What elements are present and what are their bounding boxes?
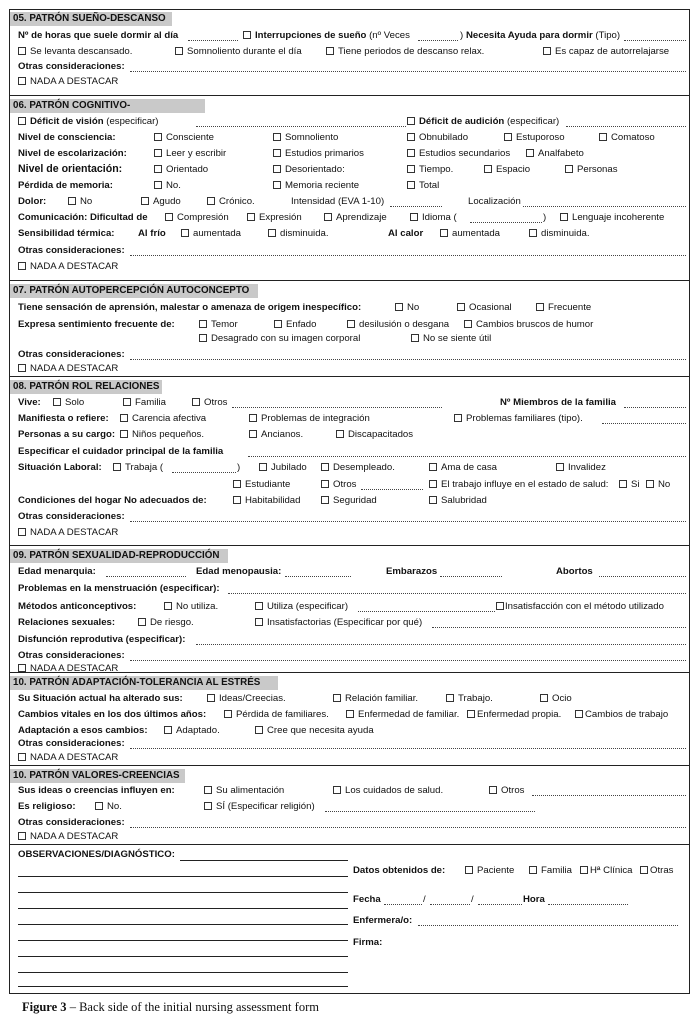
heat-label: Al calor bbox=[388, 228, 424, 239]
employment-label: Situación Laboral: bbox=[18, 462, 102, 473]
student-checkbox[interactable] bbox=[233, 480, 241, 488]
frequent-checkbox[interactable] bbox=[536, 303, 544, 311]
disillusion-label: desilusión o desgana bbox=[359, 319, 450, 330]
body-image-checkbox[interactable] bbox=[199, 334, 207, 342]
oriented-checkbox[interactable] bbox=[154, 165, 162, 173]
health-care-checkbox[interactable] bbox=[333, 786, 341, 794]
security-checkbox[interactable] bbox=[321, 496, 329, 504]
apprehension-label: Tiene sensación de aprensión, malestar o amenaza de origem inespecífico: bbox=[18, 302, 362, 313]
method-dissatisfaction-label: Insatisfacción con el método utilizado bbox=[505, 601, 664, 612]
sexual-relations-label: Relaciones sexuales: bbox=[18, 617, 116, 628]
section-observations: OBSERVACIONES/DIAGNÓSTICO: Datos obtenidos de: Paciente Familia Hª Clínica Otras Fecha / / Hora Enfermera/o: Firma: bbox=[10, 846, 689, 993]
nothing-checkbox[interactable] bbox=[18, 832, 26, 840]
home-label: Condiciones del hogar No adecuados de: bbox=[18, 495, 207, 506]
acute-checkbox[interactable] bbox=[141, 197, 149, 205]
habitability-checkbox[interactable] bbox=[233, 496, 241, 504]
members-label: Nº Miembros de la familia bbox=[500, 397, 616, 408]
family-checkbox[interactable] bbox=[123, 398, 131, 406]
anger-label: Enfado bbox=[286, 319, 317, 330]
space-label: Espacio bbox=[496, 164, 531, 175]
secondary-label: Estudios secundarios bbox=[419, 148, 511, 159]
learning-label: Aprendizaje bbox=[336, 212, 387, 223]
relax-checkbox[interactable] bbox=[326, 47, 334, 55]
hours-label: Nº de horas que suele dormir al día bbox=[18, 30, 179, 41]
religious-no-label: No. bbox=[107, 801, 122, 812]
section-values bbox=[10, 767, 689, 845]
family-illness-checkbox[interactable] bbox=[346, 710, 354, 718]
nothing-checkbox[interactable] bbox=[18, 664, 26, 672]
language-checkbox[interactable] bbox=[410, 213, 418, 221]
cold-label: Al frío bbox=[138, 228, 166, 239]
heat-decreased-label: disminuida. bbox=[541, 228, 590, 239]
not-useful-checkbox[interactable] bbox=[411, 334, 419, 342]
somnolent-checkbox[interactable] bbox=[273, 133, 281, 141]
persons-label: Personas bbox=[577, 164, 618, 175]
work-other-checkbox[interactable] bbox=[321, 480, 329, 488]
nothing-label: NADA A DESTACAR bbox=[30, 261, 119, 272]
security-label: Seguridad bbox=[333, 495, 377, 506]
job-change-checkbox[interactable] bbox=[575, 710, 583, 718]
work-health-no-checkbox[interactable] bbox=[646, 480, 654, 488]
retired-checkbox[interactable] bbox=[259, 463, 267, 471]
children-label: Niños pequeños. bbox=[132, 429, 205, 440]
menstruation-label: Problemas en la menstruación (especificar): bbox=[18, 583, 220, 594]
vision-label: Déficit de visión bbox=[30, 116, 104, 127]
fear-checkbox[interactable] bbox=[199, 320, 207, 328]
family-source-checkbox[interactable] bbox=[529, 866, 537, 874]
family-illness-label: Enfermedad de familiar. bbox=[358, 709, 460, 720]
affection-label: Carencia afectiva bbox=[132, 413, 207, 424]
lives-label: Vive: bbox=[18, 397, 41, 408]
oriented-label: Orientado bbox=[166, 164, 209, 175]
clinical-history-label: Hª Clínica bbox=[590, 865, 633, 876]
apprehension-no-checkbox[interactable] bbox=[395, 303, 403, 311]
dependents-label: Personas a su cargo: bbox=[18, 429, 116, 440]
patient-checkbox[interactable] bbox=[465, 866, 473, 874]
conscious-label: Consciente bbox=[166, 132, 214, 143]
not-useful-label: No se siente útil bbox=[423, 333, 492, 344]
literate-checkbox[interactable] bbox=[154, 149, 162, 157]
coma-checkbox[interactable] bbox=[599, 133, 607, 141]
memory-no-checkbox[interactable] bbox=[154, 181, 162, 189]
other-label: Otras consideraciones: bbox=[18, 349, 125, 360]
memory-no-label: No. bbox=[166, 180, 181, 191]
uses-label: Utiliza (especificar) bbox=[267, 601, 349, 612]
section-title: 10. PATRÓN VALORES-CREENCIAS bbox=[10, 769, 185, 783]
expression-label: Expresión bbox=[259, 212, 302, 223]
family-relation-label: Relación familiar. bbox=[345, 693, 419, 704]
cold-decreased-checkbox[interactable] bbox=[268, 229, 276, 237]
elderly-checkbox[interactable] bbox=[249, 430, 257, 438]
invalidity-label: Invalidez bbox=[568, 462, 606, 473]
obnubilated-label: Obnubilado bbox=[419, 132, 469, 143]
somnolent-label: Somnoliento bbox=[285, 132, 339, 143]
disabled-checkbox[interactable] bbox=[336, 430, 344, 438]
housewife-checkbox[interactable] bbox=[429, 463, 437, 471]
elderly-label: Ancianos. bbox=[261, 429, 304, 440]
unemployed-checkbox[interactable] bbox=[321, 463, 329, 471]
intensity-label: Intensidad (EVA 1-10) bbox=[291, 196, 385, 207]
invalidity-checkbox[interactable] bbox=[556, 463, 564, 471]
life-changes-label: Cambios vitales en los dos últimos años: bbox=[18, 709, 207, 720]
pain-no-checkbox[interactable] bbox=[68, 197, 76, 205]
risk-label: De riesgo. bbox=[150, 617, 194, 628]
religious-label: Es religioso: bbox=[18, 801, 76, 812]
primary-label: Estudios primarios bbox=[285, 148, 364, 159]
frequent-label: Frecuente bbox=[548, 302, 592, 313]
learning-checkbox[interactable] bbox=[324, 213, 332, 221]
comprehension-checkbox[interactable] bbox=[165, 213, 173, 221]
student-label: Estudiante bbox=[245, 479, 291, 490]
persons-checkbox[interactable] bbox=[565, 165, 573, 173]
children-checkbox[interactable] bbox=[120, 430, 128, 438]
family-problems-label: Problemas familiares (tipo). bbox=[466, 413, 583, 424]
time-label: Tiempo. bbox=[419, 164, 454, 175]
adaptation-label: Adaptación a esos cambios: bbox=[18, 725, 148, 736]
religious-yes-label: SÍ (Especificar religión) bbox=[216, 801, 315, 812]
family-loss-checkbox[interactable] bbox=[224, 710, 232, 718]
heat-decreased-checkbox[interactable] bbox=[529, 229, 537, 237]
observations-label: OBSERVACIONES/DIAGNÓSTICO: bbox=[18, 849, 175, 860]
diet-label: Su alimentación bbox=[216, 785, 285, 796]
family-label: Familia bbox=[135, 397, 166, 408]
nothing-label: NADA A DESTACAR bbox=[30, 527, 119, 538]
figure-caption bbox=[22, 1000, 319, 1015]
clinical-history-checkbox[interactable] bbox=[580, 866, 588, 874]
apprehension-no-label: No bbox=[407, 302, 420, 313]
pain-no-label: No bbox=[80, 196, 93, 207]
retired-label: Jubilado bbox=[271, 462, 307, 473]
other-label: Otras consideraciones: bbox=[18, 511, 125, 522]
lives-other-checkbox[interactable] bbox=[192, 398, 200, 406]
dysfunction-label: Disfunción reprodutiva (especificar): bbox=[18, 634, 186, 645]
memory-label: Pérdida de memoria: bbox=[18, 180, 113, 191]
patient-label: Paciente bbox=[477, 865, 515, 876]
space-checkbox[interactable] bbox=[484, 165, 492, 173]
data-source-label: Datos obtenidos de: bbox=[353, 865, 446, 876]
other-label: Otras consideraciones: bbox=[18, 245, 125, 256]
no-use-checkbox[interactable] bbox=[164, 602, 172, 610]
figure-text: – Back side of the initial nursing assessment form bbox=[66, 1000, 319, 1014]
altered-label: Su Situación actual ha alterado sus: bbox=[18, 693, 183, 704]
section-adaptation bbox=[10, 674, 689, 766]
orientation-label: Nivel de orientación: bbox=[18, 163, 123, 175]
hour-label: Hora bbox=[523, 894, 545, 905]
work-health-yes-checkbox[interactable] bbox=[619, 480, 627, 488]
acute-label: Agudo bbox=[153, 196, 181, 207]
health-care-label: Los cuidados de salud. bbox=[345, 785, 444, 796]
integration-label: Problemas de integración bbox=[261, 413, 370, 424]
assessment-form bbox=[9, 9, 690, 994]
job-checkbox[interactable] bbox=[446, 694, 454, 702]
integration-checkbox[interactable] bbox=[249, 414, 257, 422]
pain-label: Dolor: bbox=[18, 196, 47, 207]
ideas-checkbox[interactable] bbox=[207, 694, 215, 702]
salubrity-checkbox[interactable] bbox=[429, 496, 437, 504]
disabled-label: Discapacitados bbox=[348, 429, 414, 440]
interruptions-checkbox[interactable] bbox=[243, 31, 251, 39]
other-label: Otras consideraciones: bbox=[18, 61, 125, 72]
interruptions-note: (nº Veces bbox=[369, 30, 410, 41]
contraception-label: Métodos anticonceptivos: bbox=[18, 601, 137, 612]
leisure-label: Ocio bbox=[552, 693, 572, 704]
unemployed-label: Desempleado. bbox=[333, 462, 395, 473]
section-title: 09. PATRÓN SEXUALIDAD-REPRODUCCIÓN bbox=[10, 549, 228, 563]
salubrity-label: Salubridad bbox=[441, 495, 487, 506]
fear-label: Temor bbox=[211, 319, 238, 330]
chronic-checkbox[interactable] bbox=[207, 197, 215, 205]
sleepy-label: Somnoliento durante el día bbox=[187, 46, 302, 57]
feelings-label: Expresa sentimiento frecuente de: bbox=[18, 319, 175, 330]
menarche-label: Edad menarquia: bbox=[18, 566, 96, 577]
thermal-label: Sensibilidad térmica: bbox=[18, 228, 115, 239]
language-label: Idioma ( bbox=[422, 212, 457, 223]
nothing-label: NADA A DESTACAR bbox=[30, 663, 119, 674]
figure-number: Figure 3 bbox=[22, 1000, 67, 1014]
beliefs-other-label: Otros bbox=[501, 785, 525, 796]
rested-label: Se levanta descansado. bbox=[30, 46, 133, 57]
anger-checkbox[interactable] bbox=[274, 320, 282, 328]
cold-decreased-label: disminuida. bbox=[280, 228, 329, 239]
vision-checkbox[interactable] bbox=[18, 117, 26, 125]
nurse-label: Enfermera/o: bbox=[353, 915, 413, 926]
nothing-checkbox[interactable] bbox=[18, 753, 26, 761]
expression-checkbox[interactable] bbox=[247, 213, 255, 221]
needs-help-checkbox[interactable] bbox=[255, 726, 263, 734]
cold-increased-checkbox[interactable] bbox=[181, 229, 189, 237]
hearing-checkbox[interactable] bbox=[407, 117, 415, 125]
job-change-label: Cambios de trabajo bbox=[585, 709, 669, 720]
manifests-label: Manifiesta o refiere: bbox=[18, 413, 109, 424]
heat-increased-label: aumentada bbox=[452, 228, 501, 239]
nothing-checkbox[interactable] bbox=[18, 262, 26, 270]
mood-swings-checkbox[interactable] bbox=[464, 320, 472, 328]
obnubilated-checkbox[interactable] bbox=[407, 133, 415, 141]
secondary-checkbox[interactable] bbox=[407, 149, 415, 157]
works-close: ) bbox=[237, 462, 241, 473]
nothing-checkbox[interactable] bbox=[18, 77, 26, 85]
other-label: Otras consideraciones: bbox=[18, 650, 125, 661]
work-health-no-label: No bbox=[658, 479, 671, 490]
schooling-label: Nivel de escolarización: bbox=[18, 148, 127, 159]
rested-checkbox[interactable] bbox=[18, 47, 26, 55]
other-label: Otras consideraciones: bbox=[18, 817, 125, 828]
recent-memory-label: Memoria reciente bbox=[285, 180, 360, 191]
diet-checkbox[interactable] bbox=[204, 786, 212, 794]
illiterate-checkbox[interactable] bbox=[526, 149, 534, 157]
risk-checkbox[interactable] bbox=[138, 618, 146, 626]
section-sleep: 05. PATRÓN SUEÑO-DESCANSO Nº de horas que suele dormir al día Interrupciones de sueño (nº Veces ) Necesita Ayuda para dormir (Tipo) Se levanta descansado. Somnoliento durante el día Tiene periodos de descanso relax. Es capaz de autorrelajarse Otras consideraciones: NADA A DESTACAR bbox=[10, 10, 689, 96]
chronic-label: Crónico. bbox=[219, 196, 255, 207]
literate-label: Leer y escribir bbox=[166, 148, 227, 159]
work-other-label: Otros bbox=[333, 479, 357, 490]
religious-yes-checkbox[interactable] bbox=[204, 802, 212, 810]
own-illness-checkbox[interactable] bbox=[467, 710, 475, 718]
nothing-checkbox[interactable] bbox=[18, 528, 26, 536]
comprehension-label: Compresión bbox=[177, 212, 229, 223]
alone-label: Solo bbox=[65, 397, 85, 408]
occasional-label: Ocasional bbox=[469, 302, 512, 313]
section-title: 06. PATRÓN COGNITIVO- bbox=[10, 99, 205, 113]
job-label: Trabajo. bbox=[458, 693, 493, 704]
adapted-checkbox[interactable] bbox=[164, 726, 172, 734]
help-note: (Tipo) bbox=[595, 30, 621, 41]
disoriented-checkbox[interactable] bbox=[273, 165, 281, 173]
leisure-checkbox[interactable] bbox=[540, 694, 548, 702]
recent-memory-checkbox[interactable] bbox=[273, 181, 281, 189]
section-title: 10. PATRÓN ADAPTACIÓN-TOLERANCIA AL ESTRÉS bbox=[10, 676, 278, 690]
time-checkbox[interactable] bbox=[407, 165, 415, 173]
no-use-label: No utiliza. bbox=[176, 601, 219, 612]
nothing-checkbox[interactable] bbox=[18, 364, 26, 372]
other-label: Otras consideraciones: bbox=[18, 738, 125, 749]
section-roles bbox=[10, 378, 689, 546]
section-sexuality bbox=[10, 547, 689, 673]
nothing-label: NADA A DESTACAR bbox=[30, 831, 119, 842]
body-image-label: Desagrado con su imagen corporal bbox=[211, 333, 361, 344]
abortions-label: Abortos bbox=[556, 566, 593, 577]
consciousness-label: Nivel de consciencia: bbox=[18, 132, 116, 143]
mood-swings-label: Cambios bruscos de humor bbox=[476, 319, 594, 330]
housewife-label: Ama de casa bbox=[441, 462, 497, 473]
unsatisfactory-checkbox[interactable] bbox=[255, 618, 263, 626]
family-problems-checkbox[interactable] bbox=[454, 414, 462, 422]
stupor-label: Estuporoso bbox=[516, 132, 565, 143]
incoherent-checkbox[interactable] bbox=[560, 213, 568, 221]
coma-label: Comatoso bbox=[611, 132, 655, 143]
section-self-perception bbox=[10, 282, 689, 377]
total-memory-checkbox[interactable] bbox=[407, 181, 415, 189]
section-title: 08. PATRÓN ROL RELACIONES bbox=[10, 380, 162, 394]
others-source-label: Otras bbox=[650, 865, 674, 876]
stupor-checkbox[interactable] bbox=[504, 133, 512, 141]
needs-help-label: Cree que necesita ayuda bbox=[267, 725, 374, 736]
own-illness-label: Enfermedad propia. bbox=[477, 709, 562, 720]
caregiver-label: Especificar el cuidador principal de la familia bbox=[18, 446, 224, 457]
beliefs-label: Sus ideas o creencias influyen en: bbox=[18, 785, 175, 796]
incoherent-label: Lenguaje incoherente bbox=[572, 212, 665, 223]
works-checkbox[interactable] bbox=[113, 463, 121, 471]
ideas-label: Ideas/Creecias. bbox=[219, 693, 286, 704]
self-relax-label: Es capaz de autorrelajarse bbox=[555, 46, 670, 57]
communication-label: Comunicación: Dificultad de bbox=[18, 212, 148, 223]
affection-checkbox[interactable] bbox=[120, 414, 128, 422]
disillusion-checkbox[interactable] bbox=[347, 320, 355, 328]
section-cognitive: 06. PATRÓN COGNITIVO- Déficit de visión (especificar) Déficit de audición (especificar) Nivel de consciencia: Consciente Somnoliento Obnubilado Estuporoso Comatoso Nivel de escolarización: Leer y escribir Estudios primarios Estudios secundarios Analfabeto Nivel de orientación: Orientado Desorientado: Tiempo. Espacio Personas Pérdida de memoria: No. Memoria reciente Total Dolor: No Agudo Crónico. Intensidad (EVA 1-10) Localización Comunicación: Dificultad de Compresión Expresión Aprendizaje Idioma ( ) Lenguaje incoherente Sensibilidad térmica: Al frío aumentada disminuida. Al calor aumentada disminuida. Otras consideraciones: NADA A DESTACAR bbox=[10, 97, 689, 281]
works-label: Trabaja ( bbox=[125, 462, 164, 473]
family-relation-checkbox[interactable] bbox=[333, 694, 341, 702]
unsatisfactory-label: Insatisfactorias (Especificar por qué) bbox=[267, 617, 423, 628]
hearing-note: (especificar) bbox=[506, 116, 560, 127]
method-dissatisfaction-checkbox[interactable] bbox=[496, 602, 504, 610]
hearing-label: Déficit de audición bbox=[419, 116, 505, 127]
total-memory-label: Total bbox=[419, 180, 440, 191]
heat-increased-checkbox[interactable] bbox=[440, 229, 448, 237]
self-relax-checkbox[interactable] bbox=[543, 47, 551, 55]
alone-checkbox[interactable] bbox=[53, 398, 61, 406]
cold-increased-label: aumentada bbox=[193, 228, 242, 239]
nothing-label: NADA A DESTACAR bbox=[30, 752, 119, 763]
disoriented-label: Desorientado: bbox=[285, 164, 345, 175]
lives-other-label: Otros bbox=[204, 397, 228, 408]
primary-checkbox[interactable] bbox=[273, 149, 281, 157]
section-title: 07. PATRÓN AUTOPERCEPCIÓN AUTOCONCEPTO bbox=[10, 284, 258, 298]
family-loss-label: Pérdida de familiares. bbox=[236, 709, 329, 720]
adapted-label: Adaptado. bbox=[176, 725, 220, 736]
uses-checkbox[interactable] bbox=[255, 602, 263, 610]
menopause-label: Edad menopausia: bbox=[196, 566, 282, 577]
help-label: Necesita Ayuda para dormir bbox=[466, 30, 593, 41]
pregnancies-label: Embarazos bbox=[386, 566, 438, 577]
religious-no-checkbox[interactable] bbox=[95, 802, 103, 810]
habitability-label: Habitabilidad bbox=[245, 495, 301, 506]
nothing-label: NADA A DESTACAR bbox=[30, 76, 119, 87]
interruptions-label: Interrupciones de sueño bbox=[255, 30, 367, 41]
family-source-label: Familia bbox=[541, 865, 572, 876]
work-health-yes-label: Si bbox=[631, 479, 640, 490]
beliefs-other-checkbox[interactable] bbox=[489, 786, 497, 794]
nothing-label: NADA A DESTACAR bbox=[30, 363, 119, 374]
others-source-checkbox[interactable] bbox=[640, 866, 648, 874]
illiterate-label: Analfabeto bbox=[538, 148, 584, 159]
section-title: 05. PATRÓN SUEÑO-DESCANSO bbox=[10, 12, 172, 26]
conscious-checkbox[interactable] bbox=[154, 133, 162, 141]
signature-label: Firma: bbox=[353, 937, 383, 948]
date-label: Fecha bbox=[353, 894, 381, 905]
work-health-label: El trabajo influye en el estado de salud: bbox=[441, 479, 609, 490]
occasional-checkbox[interactable] bbox=[457, 303, 465, 311]
sleepy-checkbox[interactable] bbox=[175, 47, 183, 55]
vision-note: (especificar) bbox=[106, 116, 159, 127]
relax-label: Tiene periodos de descanso relax. bbox=[338, 46, 485, 57]
location-label: Localización bbox=[468, 196, 521, 207]
work-health-checkbox[interactable] bbox=[429, 480, 437, 488]
